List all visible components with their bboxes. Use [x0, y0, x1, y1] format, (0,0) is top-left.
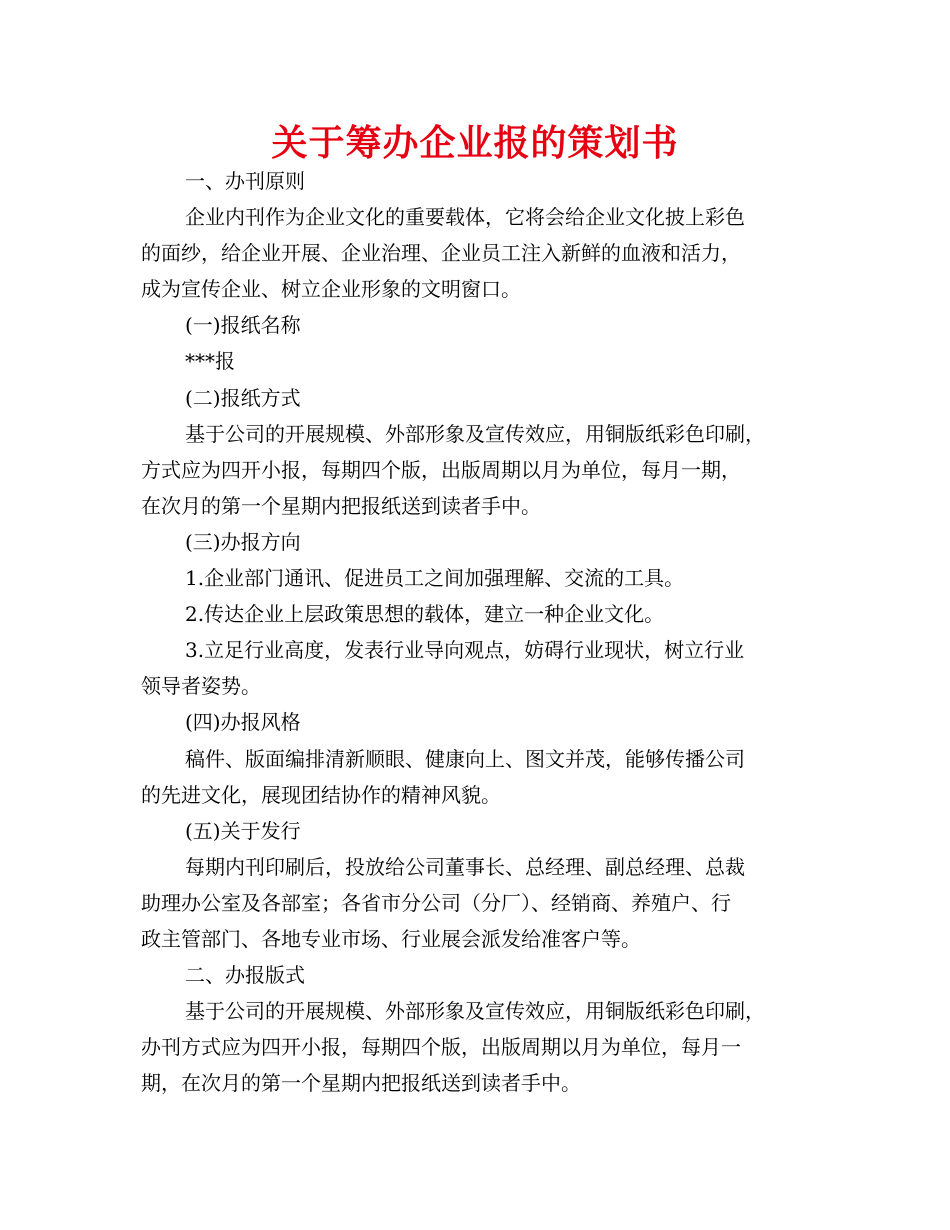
text-line: ***报 — [185, 349, 235, 374]
text-line: (二)报纸方式 — [185, 385, 301, 410]
text-line: 政主管部门、各地专业市场、行业展会派发给准客户等。 — [141, 926, 641, 951]
text-line: 办刊方式应为四开小报，每期四个版，出版周期以月为单位，每月一 — [141, 1035, 741, 1060]
text-line: 稿件、版面编排清新顺眼、健康向上、图文并茂，能够传播公司 — [185, 746, 745, 771]
text-line: 二、办报版式 — [185, 963, 305, 988]
text-line: (三)办报方向 — [185, 529, 301, 554]
document-title: 关于筹办企业报的策划书 — [271, 123, 679, 164]
text-line: 2.传达企业上层政策思想的载体，建立一种企业文化。 — [185, 602, 665, 627]
text-line: 期，在次月的第一个星期内把报纸送到读者手中。 — [141, 1071, 581, 1096]
text-line: 基于公司的开展规模、外部形象及宣传效应，用铜版纸彩色印刷， — [185, 421, 765, 446]
text-line: 助理办公室及各部室；各省市分公司（分厂）、经销商、养殖户、行 — [141, 890, 731, 915]
text-line: (四)办报风格 — [185, 710, 301, 735]
text-line: (一)报纸名称 — [185, 313, 301, 338]
text-line: 在次月的第一个星期内把报纸送到读者手中。 — [141, 493, 541, 518]
text-line: 方式应为四开小报，每期四个版，出版周期以月为单位，每月一期， — [141, 457, 741, 482]
text-line: (五)关于发行 — [185, 818, 301, 843]
text-line: 3.立足行业高度，发表行业导向观点，妨碍行业现状，树立行业 — [185, 638, 745, 663]
text-line: 一、办刊原则 — [185, 169, 305, 193]
document-body — [141, 163, 811, 1101]
text-line: 成为宣传企业、树立企业形象的文明窗口。 — [141, 277, 521, 302]
text-line: 领导者姿势。 — [141, 674, 261, 699]
text-line: 1.企业部门通讯、促进员工之间加强理解、交流的工具。 — [185, 566, 685, 591]
text-line: 每期内刊印刷后，投放给公司董事长、总经理、副总经理、总裁 — [185, 854, 745, 879]
text-line: 的先进文化，展现团结协作的精神风貌。 — [141, 782, 501, 807]
text-line: 企业内刊作为企业文化的重要载体，它将会给企业文化披上彩色 — [185, 205, 745, 230]
text-line: 的面纱，给企业开展、企业治理、企业员工注入新鲜的血液和活力， — [141, 241, 741, 266]
text-line: 基于公司的开展规模、外部形象及宣传效应，用铜版纸彩色印刷， — [185, 999, 765, 1024]
